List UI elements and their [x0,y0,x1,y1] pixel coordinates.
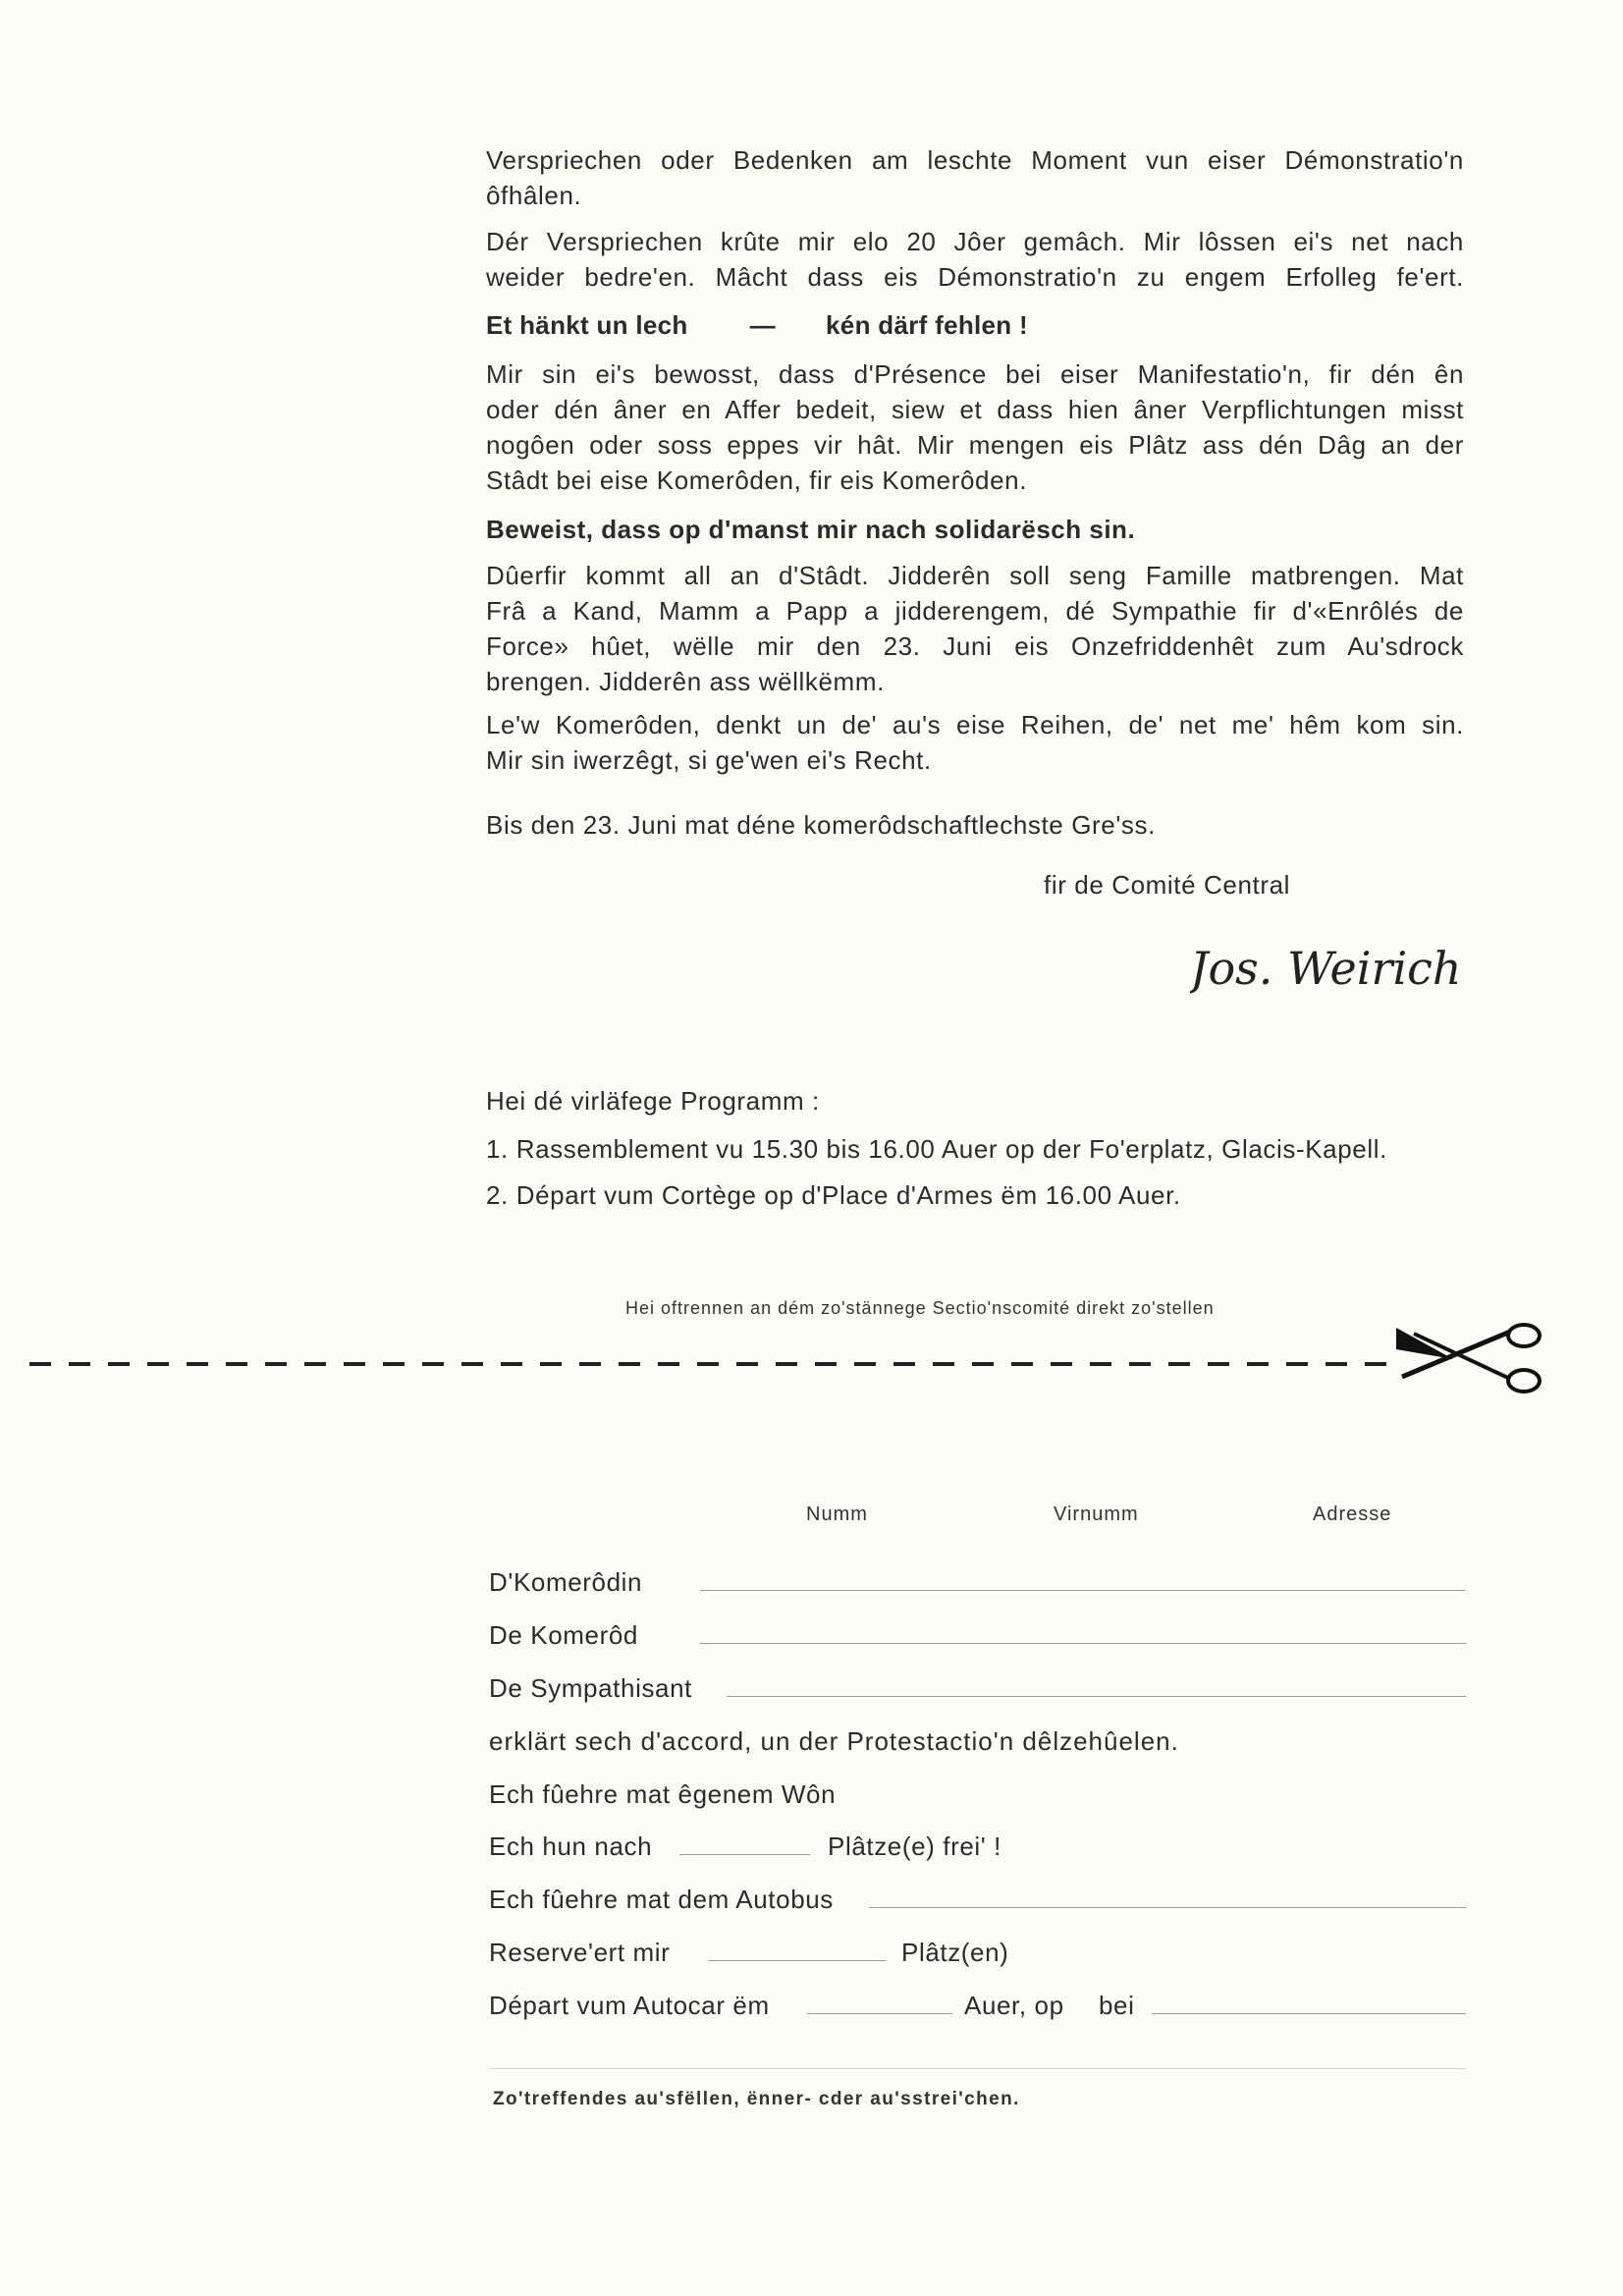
column-header-name: Numm [806,1503,868,1525]
label-komerodin: D'Komerôdin [489,1567,643,1597]
letter-paragraph-3 [486,307,1464,343]
form-separator [489,2068,1466,2069]
emphasis-text: Et hänkt un lech [486,310,688,340]
text-line: Force» hûet, wëlle mir den 23. Juni eis Onzefriddenhêt zum Au'sdrock [486,631,1464,661]
letter-paragraph-1 [486,142,1464,213]
cut-dashed-line [29,1359,1404,1369]
letter-paragraph-5: Beweist, dass op d'manst mir nach solidarësch sin. [486,515,1136,544]
text-line: Verspriechen oder Bedenken am leschte Moment vun eiser Démonstratio'n [486,145,1464,175]
text-line: oder dén âner en Affer bedeit, siew et dass hien âner Verpflichtungen misst [486,395,1464,424]
have-seats-label: Ech hun nach [489,1831,653,1861]
scissors-icon [1394,1320,1546,1398]
label-komerod: De Komerôd [489,1620,638,1650]
letter-paragraph-2 [486,224,1464,295]
text-line: Mir sin iwerzêgt, si ge'wen ei's Recht. [486,745,932,775]
text-line: Dér Verspriechen krûte mir elo 20 Jôer gemâch. Mir lôssen ei's net nach [486,227,1464,256]
signoff-line: fir de Comité Central [1044,870,1291,900]
letter-paragraph-7 [486,707,1464,778]
reserve-suffix: Plâtz(en) [901,1938,1009,1967]
form-footnote: Zo'treffendes au'sfëllen, ënner- cder au'sstrei'chen. [493,2089,1020,2109]
bus-label: Ech fûehre mat dem Autobus [489,1885,834,1914]
have-seats-suffix: Plâtze(e) frei' ! [828,1831,1001,1861]
emphasis-text: kén därf fehlen ! [826,310,1028,340]
letter-paragraph-6 [486,558,1464,699]
field-komerodin[interactable] [700,1590,1466,1591]
field-sympathisant[interactable] [727,1696,1466,1697]
text-line: brengen. Jidderên ass wëllkëmm. [486,667,885,696]
handwritten-signature [1190,933,1475,1002]
column-header-address: Adresse [1313,1503,1392,1525]
own-car-text: Ech fûehre mat êgenem Wôn [489,1779,837,1809]
declaration-text: erklärt sech d'accord, un der Protestactio'n dêlzehûelen. [489,1726,1179,1756]
letter-paragraph-4 [486,356,1464,498]
program-item-1: 1. Rassemblement vu 15.30 bis 16.00 Auer op der Fo'erplatz, Glacis-Kapell. [486,1134,1387,1164]
text-line: nogôen oder soss eppes vir hât. Mir mengen eis Plâtz ass dén Dâg an der [486,430,1464,460]
label-sympathisant: De Sympathisant [489,1673,692,1703]
text-line: Mir sin ei's bewosst, dass d'Présence bei eiser Manifestatio'n, fir dén ên [486,359,1464,389]
program-intro: Hei dé virläfege Programm : [486,1086,820,1116]
text-line: ôfhâlen. [486,181,582,210]
field-seats-free[interactable] [679,1854,810,1855]
reserve-label: Reserve'ert mir [489,1938,671,1967]
column-header-firstname: Virnumm [1054,1503,1139,1525]
depart-bei: bei [1099,1991,1135,2020]
text-line: weider bedre'en. Mâcht dass eis Démonstratio'n zu engem Erfolleg fe'ert. [486,262,1464,292]
depart-middle: Auer, op [964,1991,1064,2020]
field-bus[interactable] [869,1907,1466,1908]
text-line: Dûerfir kommt all an d'Stâdt. Jidderên soll seng Famille matbrengen. Mat [486,561,1464,590]
field-reserve[interactable] [709,1960,886,1961]
cut-instruction: Hei oftrennen an dém zo'stännege Sectio'nscomité direkt zo'stellen [625,1298,1215,1318]
text-line: Stâdt bei eise Komerôden, fir eis Komerôden. [486,465,1028,495]
field-komerod[interactable] [700,1643,1466,1644]
field-depart-place[interactable] [1152,2013,1466,2014]
depart-label: Départ vum Autocar ëm [489,1991,770,2020]
letter-paragraph-8: Bis den 23. Juni mat déne komerôdschaftlechste Gre'ss. [486,810,1156,840]
em-dash: — [749,310,776,340]
svg-text:Jos. Weirich: Jos. Weirich [1190,942,1462,995]
text-line: Frâ a Kand, Mamm a Papp a jidderengem, dé Sympathie fir d'«Enrôlés de [486,596,1464,626]
field-depart-time[interactable] [807,2013,952,2014]
text-line: Le'w Komerôden, denkt un de' au's eise Reihen, de' net me' hêm kom sin. [486,710,1464,739]
program-item-2: 2. Départ vum Cortège op d'Place d'Armes ëm 16.00 Auer. [486,1180,1181,1210]
